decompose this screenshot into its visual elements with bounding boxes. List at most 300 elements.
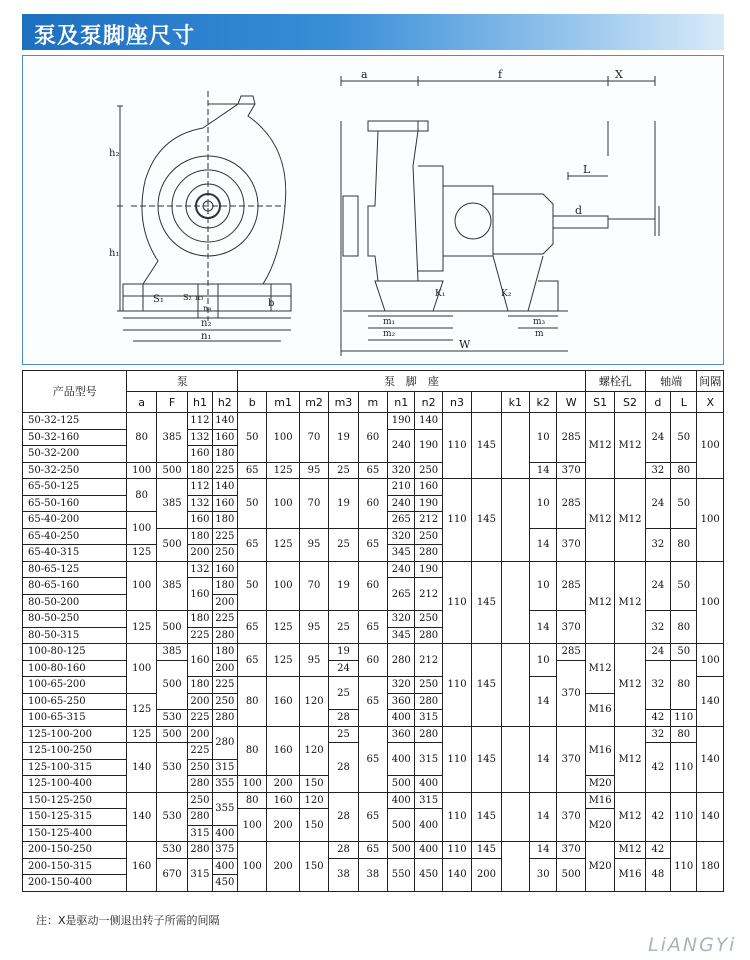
model-cell: 125-100-400 [23, 776, 127, 793]
cell: 50 [671, 479, 697, 529]
dim-label-h2: h₂ [109, 148, 120, 159]
model-cell: 100-65-200 [23, 677, 127, 694]
cell [501, 644, 529, 727]
cell: 80 [671, 726, 697, 743]
col-n1: n1 [388, 392, 415, 413]
cell: 240 [388, 495, 415, 512]
cell: 140 [697, 677, 724, 727]
cell: 280 [415, 726, 442, 743]
cell: 250 [188, 792, 212, 809]
cell: 100 [697, 413, 724, 479]
cell: 530 [156, 842, 187, 859]
cell: 160 [415, 479, 442, 496]
cell [501, 479, 529, 562]
model-cell: 65-40-315 [23, 545, 127, 562]
cell: 14 [530, 677, 557, 727]
cell: 80 [237, 677, 266, 727]
dim-label-f: f [498, 68, 503, 81]
model-cell: 80-50-315 [23, 627, 127, 644]
cell: 120 [299, 677, 328, 727]
brand-logo: LiANGYi [648, 934, 737, 956]
model-cell: 65-50-125 [23, 479, 127, 496]
cell: 280 [415, 545, 442, 562]
table-row [23, 413, 724, 430]
cell: 320 [388, 528, 415, 545]
cell: M16 [615, 858, 645, 891]
cell: 370 [557, 842, 586, 859]
cell: 315 [212, 759, 237, 776]
cell: 355 [212, 776, 237, 793]
cell: 24 [645, 561, 670, 611]
cell: 80 [671, 528, 697, 561]
cell: 110 [442, 644, 471, 727]
cell: 145 [472, 413, 501, 479]
cell: 320 [388, 611, 415, 628]
cell: 80 [237, 726, 266, 776]
dim-label-s1: S₁ [153, 294, 164, 305]
cell: 280 [188, 776, 212, 793]
cell: 250 [212, 545, 237, 562]
cell: M12 [615, 726, 645, 792]
table-row [23, 842, 724, 859]
cell: 360 [388, 693, 415, 710]
model-cell: 125-100-315 [23, 759, 127, 776]
cell: 28 [329, 842, 358, 859]
cell: 32 [645, 528, 670, 561]
cell: M12 [615, 561, 645, 644]
cell: 200 [212, 594, 237, 611]
cell: 315 [188, 825, 212, 842]
cell: 19 [329, 479, 358, 529]
side-view [341, 76, 659, 356]
model-cell: 100-65-315 [23, 710, 127, 727]
cell: 42 [645, 710, 670, 727]
col-w: W [557, 392, 586, 413]
cell: M12 [585, 644, 614, 694]
cell: 370 [557, 792, 586, 842]
cell: 100 [237, 842, 266, 892]
cell: 320 [388, 462, 415, 479]
cell: 280 [188, 842, 212, 859]
dim-label-m: m [535, 329, 544, 339]
cell: 125 [127, 611, 156, 644]
cell: 10 [530, 479, 557, 529]
header-shaft-end: 轴端 [645, 371, 697, 392]
cell: 530 [156, 743, 187, 793]
cell: 65 [237, 528, 266, 561]
cell: 19 [329, 644, 358, 661]
cell: 32 [645, 611, 670, 644]
pump-dimension-drawing [22, 55, 724, 365]
dim-label-k1: K₁ [435, 289, 446, 299]
cell: 180 [212, 578, 237, 595]
cell: 110 [442, 726, 471, 792]
cell: 210 [388, 479, 415, 496]
model-cell: 125-100-250 [23, 743, 127, 760]
cell: 25 [329, 462, 358, 479]
cell: 190 [415, 561, 442, 578]
model-cell: 150-125-400 [23, 825, 127, 842]
footnote: 注：X是驱动一侧退出转子所需的间隔 [36, 914, 220, 927]
cell: 80 [237, 792, 266, 809]
cell: 50 [237, 413, 266, 463]
cell: 500 [557, 858, 586, 891]
cell: M12 [585, 561, 614, 644]
table-row [23, 479, 724, 496]
cell: 100 [127, 462, 156, 479]
cell: 80 [671, 611, 697, 644]
cell: 280 [388, 644, 415, 677]
cell: 240 [388, 561, 415, 578]
cell: 24 [645, 644, 670, 661]
cell: 110 [442, 413, 471, 479]
cell: 100 [697, 561, 724, 644]
model-cell: 80-65-160 [23, 578, 127, 595]
cell: 315 [415, 792, 442, 809]
col-k2: k2 [530, 392, 557, 413]
cell: 280 [188, 809, 212, 826]
cell: 225 [212, 611, 237, 628]
cell: 42 [645, 842, 670, 859]
col-m2: m2 [299, 392, 328, 413]
cell: 400 [212, 825, 237, 842]
cell: 160 [188, 644, 212, 677]
cell: 180 [212, 446, 237, 463]
cell: M12 [615, 792, 645, 842]
cell: 32 [645, 660, 670, 710]
cell: 42 [645, 743, 670, 793]
cell: 145 [472, 561, 501, 644]
cell: 370 [557, 726, 586, 792]
cell: 315 [415, 743, 442, 776]
cell: 65 [358, 677, 387, 727]
model-cell: 65-40-200 [23, 512, 127, 529]
dim-label-h1: h₁ [109, 248, 120, 259]
cell: 180 [188, 677, 212, 694]
col-d: d [645, 392, 670, 413]
cell: M12 [585, 479, 614, 562]
cell: 160 [212, 561, 237, 578]
cell: 500 [156, 611, 187, 644]
cell: 160 [267, 677, 299, 727]
cell: 225 [212, 462, 237, 479]
dim-label-b: b [268, 298, 275, 309]
col-s1: S1 [585, 392, 614, 413]
col-x: X [697, 392, 724, 413]
cell: 280 [212, 726, 237, 759]
cell: 250 [415, 611, 442, 628]
cell: 160 [188, 578, 212, 611]
cell: M16 [585, 693, 614, 726]
cell: 50 [671, 561, 697, 611]
col-n2: n2 [415, 392, 442, 413]
cell: 100 [697, 644, 724, 677]
model-cell: 50-32-125 [23, 413, 127, 430]
cell: 400 [415, 776, 442, 793]
cell: 60 [358, 644, 387, 677]
cell: 125 [127, 693, 156, 726]
cell: 120 [299, 726, 328, 776]
cell: 385 [156, 479, 187, 529]
cell: 190 [415, 429, 442, 462]
cell: 200 [188, 693, 212, 710]
cell: 100 [127, 512, 156, 545]
cell: 110 [442, 842, 471, 859]
cell: 42 [645, 792, 670, 842]
cell: 100 [267, 413, 299, 463]
cell: 280 [212, 627, 237, 644]
dimension-table-container [22, 370, 724, 892]
cell: 70 [299, 561, 328, 611]
col-b: b [237, 392, 266, 413]
model-cell: 50-32-250 [23, 462, 127, 479]
cell: 100 [267, 479, 299, 529]
dim-label-a: a [361, 68, 368, 81]
cell: 60 [358, 413, 387, 463]
cell: 125 [267, 528, 299, 561]
cell: 180 [188, 528, 212, 545]
cell: 375 [212, 842, 237, 859]
cell: 385 [156, 644, 187, 661]
cell: 370 [557, 660, 586, 726]
cell: 80 [671, 660, 697, 710]
cell: 145 [472, 792, 501, 842]
cell: M12 [615, 413, 645, 479]
cell: 65 [237, 644, 266, 677]
col-h1: h1 [188, 392, 212, 413]
cell: M16 [585, 726, 614, 776]
cell: 160 [212, 429, 237, 446]
cell: M20 [585, 776, 614, 793]
cell: 180 [188, 611, 212, 628]
cell: 315 [415, 710, 442, 727]
cell: 65 [358, 462, 387, 479]
cell: 14 [530, 462, 557, 479]
cell: 400 [388, 792, 415, 809]
cell: 110 [671, 710, 697, 727]
cell: 25 [329, 726, 358, 743]
cell: 70 [299, 479, 328, 529]
cell: 24 [645, 413, 670, 463]
cell: 200 [267, 809, 299, 842]
cell: 265 [388, 512, 415, 529]
cell: 180 [697, 842, 724, 892]
cell: 65 [358, 528, 387, 561]
cell: 38 [358, 858, 387, 891]
model-cell: 50-32-160 [23, 429, 127, 446]
cell: 450 [415, 858, 442, 891]
cell: 100 [127, 644, 156, 694]
cell: 160 [188, 446, 212, 463]
model-cell: 100-65-250 [23, 693, 127, 710]
model-cell: 50-32-200 [23, 446, 127, 463]
cell: 160 [267, 792, 299, 809]
cell: 240 [388, 429, 415, 462]
header-pump: 泵 [127, 371, 238, 392]
cell: 125 [267, 611, 299, 644]
cell: 65 [358, 726, 387, 792]
cell: 65 [237, 462, 266, 479]
cell: 140 [442, 858, 471, 891]
cell: 355 [212, 792, 237, 825]
col-m1: m1 [267, 392, 299, 413]
cell: 180 [188, 462, 212, 479]
cell: 132 [188, 561, 212, 578]
cell: 160 [212, 495, 237, 512]
cell: 530 [156, 710, 187, 727]
cell: 50 [237, 561, 266, 611]
cell: 360 [388, 726, 415, 743]
cell: 225 [188, 743, 212, 760]
cell: 450 [212, 875, 237, 892]
cell: 80 [127, 413, 156, 463]
cell: 400 [388, 710, 415, 727]
dim-label-m2: m₂ [383, 329, 396, 339]
col-a: a [127, 392, 156, 413]
dim-label-x: X [615, 68, 623, 81]
cell: 50 [237, 479, 266, 529]
cell: 32 [645, 726, 670, 743]
cell: 28 [329, 792, 358, 842]
cell: 100 [697, 479, 724, 562]
cell: 24 [645, 479, 670, 529]
cell: 250 [415, 528, 442, 545]
model-cell: 200-150-400 [23, 875, 127, 892]
cell: M20 [585, 842, 614, 892]
cell: 80 [127, 479, 156, 512]
cell: 145 [472, 726, 501, 792]
cell: 25 [329, 677, 358, 710]
header-bolt-hole: 螺栓孔 [585, 371, 645, 392]
col-s2: S2 [615, 392, 645, 413]
cell: 14 [530, 792, 557, 842]
cell: 10 [530, 413, 557, 463]
dim-label-l: L [583, 163, 591, 176]
table-row [23, 726, 724, 743]
cell: 150 [299, 809, 328, 842]
dim-label-n3: n₃ [195, 293, 204, 302]
cell: 345 [388, 545, 415, 562]
dim-label-n4: n₄ [203, 304, 212, 313]
dim-label-n2: n₂ [201, 318, 212, 329]
cell: M12 [615, 644, 645, 727]
cell: 100 [267, 561, 299, 611]
cell: 200 [188, 545, 212, 562]
cell: 500 [156, 462, 187, 479]
cell: 140 [127, 792, 156, 842]
cell: 95 [299, 644, 328, 677]
cell: 30 [530, 858, 557, 891]
cell: 120 [299, 792, 328, 809]
cell: 370 [557, 528, 586, 561]
cell: 265 [388, 578, 415, 611]
cell: 180 [212, 512, 237, 529]
cell: M16 [585, 792, 614, 809]
cell: 530 [156, 792, 187, 842]
cell: 345 [388, 627, 415, 644]
cell: 200 [472, 858, 501, 891]
cell [501, 561, 529, 644]
model-cell: 65-50-160 [23, 495, 127, 512]
cell: 110 [442, 561, 471, 644]
header-base: 泵 脚 座 [237, 371, 585, 392]
cell: 38 [329, 858, 358, 891]
cell: 32 [645, 462, 670, 479]
cell: 160 [188, 512, 212, 529]
header-model: 产品型号 [23, 371, 127, 413]
cell: 200 [267, 776, 299, 793]
cell: 60 [358, 479, 387, 529]
col-m: m [358, 392, 387, 413]
cell: 180 [212, 644, 237, 661]
cell: 25 [329, 611, 358, 644]
cell: 65 [358, 842, 387, 859]
cell: 500 [388, 776, 415, 793]
cell: 670 [156, 858, 187, 891]
cell [501, 792, 529, 842]
cell: 500 [156, 660, 187, 710]
cell [501, 842, 529, 892]
cell: 65 [358, 792, 387, 842]
cell: 125 [127, 726, 156, 743]
cell: 400 [415, 809, 442, 842]
cell: 200 [267, 842, 299, 892]
model-cell: 150-125-250 [23, 792, 127, 809]
cell: 14 [530, 528, 557, 561]
dim-label-n1: n₁ [201, 331, 212, 342]
pump-drawing-svg [23, 56, 723, 364]
cell: M12 [585, 413, 614, 479]
cell: 112 [188, 413, 212, 430]
dim-label-k2: K₂ [501, 289, 512, 299]
cell: 60 [358, 561, 387, 611]
cell: 19 [329, 413, 358, 463]
cell: 150 [299, 842, 328, 892]
cell [501, 413, 529, 479]
cell: 132 [188, 495, 212, 512]
cell: 250 [415, 462, 442, 479]
cell: 280 [212, 710, 237, 727]
cell: 160 [127, 842, 156, 892]
cell: 225 [212, 528, 237, 545]
cell: 110 [671, 842, 697, 892]
cell: 65 [237, 611, 266, 644]
model-cell: 100-80-125 [23, 644, 127, 661]
cell: 500 [388, 809, 415, 842]
model-cell: 80-50-250 [23, 611, 127, 628]
cell: M12 [615, 842, 645, 859]
cell: 140 [212, 413, 237, 430]
model-cell: 80-65-125 [23, 561, 127, 578]
header-gap: 间隔 [697, 371, 724, 392]
cell: 24 [329, 660, 358, 677]
model-cell: 200-150-315 [23, 858, 127, 875]
cell: 285 [557, 479, 586, 529]
col-m3: m3 [329, 392, 358, 413]
cell: 200 [188, 726, 212, 743]
cell: 140 [415, 413, 442, 430]
cell: 100 [237, 809, 266, 842]
model-cell: 65-40-250 [23, 528, 127, 545]
cell: 95 [299, 528, 328, 561]
col-n3: n3 [442, 392, 471, 413]
cell: 10 [530, 644, 557, 677]
cell: 400 [212, 858, 237, 875]
cell: 212 [415, 578, 442, 611]
cell: 280 [415, 693, 442, 710]
cell: 250 [188, 759, 212, 776]
cell: 28 [329, 710, 358, 727]
